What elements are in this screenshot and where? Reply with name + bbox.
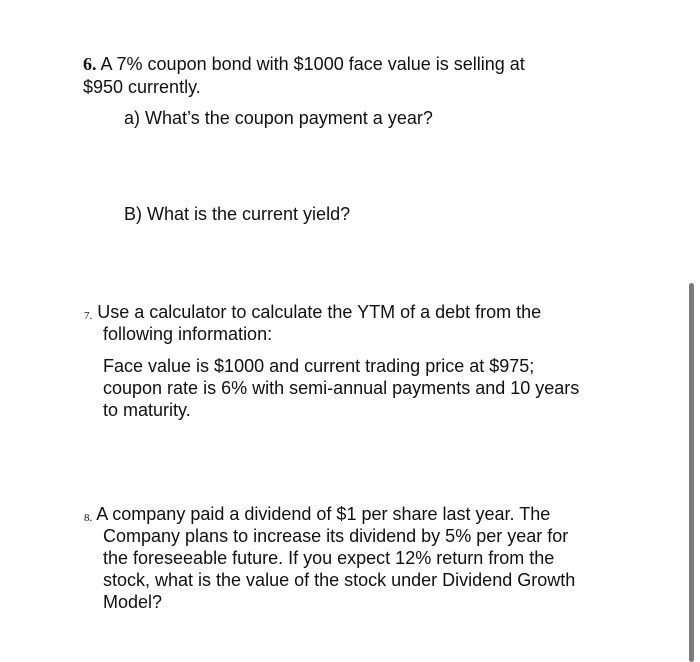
- question-8-text-2: Company plans to increase its dividend by 5% per year for: [103, 526, 569, 546]
- question-6-text-2: $950 currently.: [83, 77, 201, 97]
- question-7-info-2: coupon rate is 6% with semi-annual payments and 10 years: [103, 378, 580, 398]
- question-8-text-5: Model?: [103, 592, 163, 612]
- question-7-text-2: following information:: [103, 324, 273, 344]
- question-8-text-3: the foreseeable future. If you expect 12% return from the: [103, 548, 555, 568]
- question-8-text-4: stock, what is the value of the stock under Dividend Growth: [103, 570, 576, 590]
- vertical-scrollbar[interactable]: [689, 283, 694, 662]
- question-7-text-1: Use a calculator to calculate the YTM of a debt from the: [97, 302, 542, 322]
- question-7-number: 7.: [84, 310, 93, 322]
- question-6-number: 6.: [83, 54, 97, 74]
- question-8-text-1: A company paid a dividend of $1 per share last year. The: [96, 504, 551, 524]
- question-8-number: 8.: [84, 512, 93, 524]
- question-6-text-1: A 7% coupon bond with $1000 face value is selling at: [100, 54, 525, 74]
- question-7-info-3: to maturity.: [103, 400, 191, 420]
- question-6-part-b: B) What is the current yield?: [124, 204, 351, 224]
- question-7-info-1: Face value is $1000 and current trading price at $975;: [103, 356, 535, 376]
- question-6-line-1: [83, 53, 525, 75]
- question-6-part-a: a) What’s the coupon payment a year?: [124, 108, 433, 128]
